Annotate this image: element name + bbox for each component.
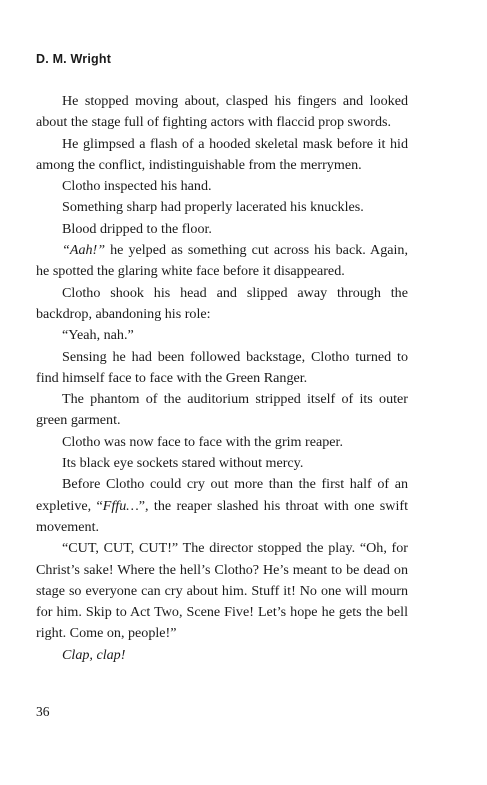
paragraph-italic: Clap, clap! xyxy=(62,646,126,663)
paragraph: Its black eye sockets stared without mercy. xyxy=(62,455,304,472)
paragraph: “Yeah, nah.” xyxy=(62,327,134,344)
paragraph-italic: “Aah!” xyxy=(62,242,106,259)
paragraph: The phantom of the auditorium stripped itself of its outer green garment. xyxy=(36,391,408,429)
paragraph: Something sharp had properly lacerated his knuckles. xyxy=(62,199,364,216)
paragraph: He stopped moving about, clasped his fingers and looked about the stage full of fighting actors with flaccid prop swords. xyxy=(36,93,408,131)
page-number: 36 xyxy=(36,704,50,719)
paragraph xyxy=(36,645,408,666)
paragraph xyxy=(36,474,408,538)
paragraph-text: Before Clotho could cry out more than the first half of an expletive, “ xyxy=(36,476,408,514)
paragraph: He glimpsed a flash of a hooded skeletal mask before it hid among the conflict, indistinguishable from the merrymen. xyxy=(36,135,408,173)
paragraph-italic: Fffu… xyxy=(102,497,139,514)
paragraph-text: ”, the reaper slashed his throat with one swift movement. xyxy=(36,497,408,535)
paragraph xyxy=(36,240,408,283)
paragraph: Sensing he had been followed backstage, Clotho turned to find himself face to face with the Green Ranger. xyxy=(36,348,408,386)
running-header: D. M. Wright xyxy=(36,52,112,66)
paragraph: Clotho was now face to face with the grim reaper. xyxy=(62,433,343,450)
body-text xyxy=(36,91,408,666)
paragraph: Clotho inspected his hand. xyxy=(62,178,212,195)
paragraph: “CUT, CUT, CUT!” The director stopped the play. “Oh, for Christ’s sake! Where the hell’s Clotho? He’s meant to be dead on stage so everyone can cry about him. Stuff it! No one will mourn for him. Skip to Act Two, Scene Five! Let’s hope he gets the bell right. Come on, people!” xyxy=(36,540,408,642)
paragraph: Clotho shook his head and slipped away through the backdrop, abandoning his role: xyxy=(36,284,408,322)
paragraph-text: he yelped as something cut across his back. Again, he spotted the glaring white face before it disappeared. xyxy=(36,242,408,280)
paragraph: Blood dripped to the floor. xyxy=(62,220,212,237)
